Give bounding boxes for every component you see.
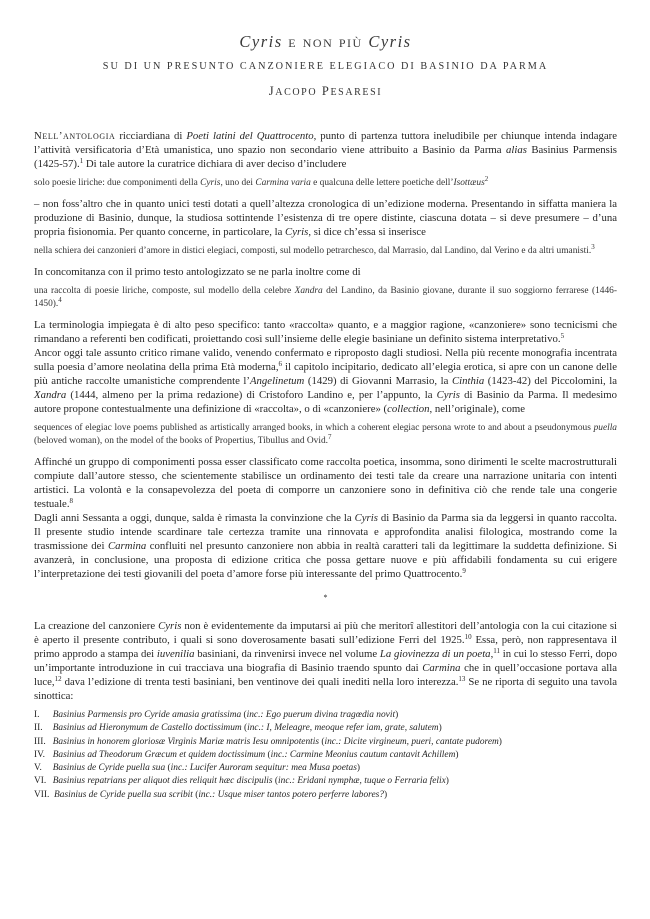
paragraph-1 (34, 129, 617, 171)
italic-text: Cyris (200, 178, 221, 188)
text: sequences of elegiac love poems published as artistically arranged books, in which a coherent elegiac persona wrote to and about a pseudonymous (34, 423, 594, 433)
italic-text: Isottæus (453, 178, 485, 188)
row-entry: Basinius Parmensis pro Cyride amasia gratissima (inc.: Ego puerum divina tragœdia novit) (52, 710, 399, 720)
paragraph-7 (34, 511, 617, 581)
text: Affinché un gruppo di componimenti possa esser classificato come raccolta poetica, insomma, sono dirimenti le scelte macrostrutturali compiute dall’autore stesso, che scientemente stabilisce un ordinamento dei testi tale da creare una narrazione unitaria con intenti artistici. La volontà e la consapevolezza del poeta di comporre un canzoniere sono in definitiva ciò che rende tale una congerie testuale. (34, 456, 617, 510)
row-title: Basinius ad Theodorum Græcum et quidem doctissimum (52, 749, 266, 760)
footnote-ref[interactable]: 9 (462, 567, 466, 575)
italic-text: Angelinetum (249, 375, 305, 387)
italic-text: Cyris (354, 512, 378, 524)
synoptic-row (34, 709, 617, 722)
paragraph-4 (34, 318, 617, 346)
title-connector: e non più (282, 32, 369, 51)
italic-text: alias (505, 144, 527, 156)
author-first-rest: ACOPO (275, 87, 318, 98)
italic-text: Poeti latini del Quattrocento (186, 130, 314, 142)
text: non è evidentemente da imputarsi ai più che meritorî allestitori dell’antologia con la cui citazione si è aperto il presente contributo, i quali si sono doverosamente basati sull’edizione Ferri del 1925. (34, 620, 617, 646)
row-title: Basinius de Cyride puella sua scribit (54, 789, 193, 800)
title-word-cyris-2: Cyris (368, 32, 412, 51)
text: una raccolta di poesie liriche, composte, sul modello della celebre (34, 286, 295, 296)
italic-text: Cyris (158, 620, 182, 632)
footnote-ref[interactable]: 12 (54, 675, 62, 683)
text: In concomitanza con il primo testo antologizzato se ne parla inoltre come di (34, 266, 361, 278)
text: La terminologia impiegata è di alto peso specifico: tanto «raccolta» quanto, e a maggior ragione, «canzoniere» sono tecnicismi che rimandano a referenti ben codificati, proiettando così sull’insieme delle elegie basiniane un definito sistema interpretativo. (34, 319, 617, 345)
text: di Basinio da Parma sia da leggersi in quanto raccolta. Il presente studio intende scardinare tale certezza tramite una rinnovata e approfondita analisi filologica, mostrando come la trasmissione dei (34, 512, 617, 552)
synoptic-row (34, 775, 617, 788)
text: dava l’edizione di trenta testi basiniani, ben ventinove dei quali inediti nella loro interezza. (61, 676, 459, 688)
italic-text: iuvenilia (156, 648, 195, 660)
row-number: IV. (34, 749, 46, 760)
row-number: I. (34, 710, 40, 720)
footnote-ref[interactable]: 1 (79, 157, 84, 165)
italic-text: Cyris (285, 226, 309, 238)
italic-text: Carmina (422, 662, 461, 674)
text: La creazione del canzoniere (34, 620, 159, 632)
italic-text: Xandra (294, 286, 323, 296)
footnote-ref[interactable]: 4 (58, 296, 62, 304)
inc-label: inc.: (270, 749, 290, 760)
footnote-ref[interactable]: 11 (493, 647, 500, 655)
text: basiniani, da rinvenirsi invece nel volume (194, 648, 380, 660)
text: Dagli anni Sessanta a oggi, dunque, salda è rimasta la convinzione che la (34, 512, 355, 524)
text: Di tale autore la curatrice dichiara di aver deciso d’includere (83, 158, 347, 170)
row-entry: Basinius ad Theodorum Græcum et quidem doctissimum (inc.: Carmine Meonius cautum cantavit Achillem) (52, 749, 459, 760)
paragraph-2 (34, 197, 617, 239)
italic-text: puella (593, 423, 617, 433)
article-title (34, 32, 617, 52)
row-number: V. (34, 763, 42, 774)
row-number: VI. (34, 776, 47, 787)
text: confluiti nel presunto canzoniere non abbia in realtà caratteri tali da legittimare la suddetta definizione. Si avanzerà, in conclusione, una proposta di edizione critica che possa gettare nuove e più affidabili fondamenta su cui erigere l’interpretazione dei testi giovanili del poeta d’amore forse più interessante del primo Quattrocento. (34, 540, 617, 580)
row-incipit: Lucifer Auroram sequitur: mea Musa poetas (189, 763, 357, 774)
footnote-ref[interactable]: 10 (464, 633, 472, 641)
text: Se ne riporta di seguito una tavola sinottica: (34, 676, 617, 702)
row-number: III. (34, 736, 46, 747)
synoptic-row (34, 762, 617, 775)
text: e qualcuna delle lettere poetiche dell’ (310, 178, 454, 188)
paragraph-6 (34, 455, 617, 511)
text: , uno dei (220, 178, 256, 188)
text: Essa, però, non rappresentava il primo approdo a stampa dei (34, 634, 618, 660)
text: solo poesie liriche: due componimenti della (34, 178, 201, 188)
footnote-ref[interactable]: 13 (458, 675, 466, 683)
author-name (34, 84, 617, 99)
footnote-ref[interactable]: 5 (560, 332, 565, 340)
synoptic-row (34, 749, 617, 762)
text: (1444, almeno per la prima redazione) di Cristoforo Landino e, per l’appunto, la (66, 389, 437, 401)
lead-in: Nell’antologia (34, 130, 116, 142)
paragraph-8 (34, 619, 617, 703)
row-entry: Basinius de Cyride puella sua (inc.: Lucifer Auroram sequitur: mea Musa poetas) (52, 763, 360, 774)
row-incipit: Carmine Meonius cautum cantavit Achillem (289, 749, 456, 760)
row-title: Basinius de Cyride puella sua (52, 763, 166, 774)
article-subtitle: SU DI UN PRESUNTO CANZONIERE ELEGIACO DI BASINIO DA PARMA (102, 61, 549, 72)
footnote-ref[interactable]: 8 (69, 497, 74, 505)
row-entry: Basinius repatrians per aliquot dies reliquit hæc discipulis (inc.: Eridani nymphæ, tuque o Ferraria felix) (52, 776, 449, 787)
text: in cui lo stesso Ferri, dopo un’importante introduzione in cui tracciava una biografia di Basinio traendo spunto dai (34, 648, 617, 674)
text: , (490, 648, 494, 660)
footnote-ref[interactable]: 2 (484, 175, 489, 183)
footnote-ref[interactable]: 6 (278, 360, 283, 368)
synoptic-row (34, 789, 617, 802)
article-body (34, 129, 617, 802)
row-title: Basinius repatrians per aliquot dies reliquit hæc discipulis (52, 776, 273, 787)
row-incipit: Dicite virgineum, pueri, cantate pudorem (343, 736, 499, 747)
text: , punto di partenza tuttora ineludibile per chiunque intenda indagare l’attività versificatoria d’Età umanistica, uno spazio non secondario viene attribuito a Basinio da Parma (34, 130, 617, 156)
text: nella schiera dei canzonieri d’amore in distici elegiaci, composti, sul modello petrarchesco, dal Marrasio, dal Landino, dal Verino e da altri umanisti. (34, 246, 592, 256)
row-incipit: Eridani nymphæ, tuque o Ferraria felix (297, 776, 446, 787)
italic-text: Cyris (436, 389, 460, 401)
text: Ancor oggi tale assunto critico rimane valido, venendo confermato e riproposto dagli studiosi. Nella più recente monografia incentrata sulla poesia d’amore neolatina della prima Età moderna, (34, 347, 617, 373)
synoptic-row (34, 722, 617, 735)
italic-text: Xandra (34, 389, 67, 401)
row-entry: Basinius in honorem gloriosæ Virginis Mariæ matris Iesu omnipotentis (inc.: Dicite virgineum, pueri, cantate pudorem) (52, 736, 502, 747)
footnote-ref[interactable]: 7 (327, 433, 332, 441)
text: (1423-42) del Piccolomini, la (484, 375, 617, 387)
row-number: VII. (34, 789, 50, 800)
text: (1429) di Giovanni Marrasio, la (304, 375, 452, 387)
quotation-1 (34, 177, 617, 190)
row-entry: Basinius ad Hieronymum de Castello doctissimum (inc.: I, Meleagre, meoque refer iam, grate, salutem) (52, 723, 442, 734)
italic-text: La giovinezza di un poeta (379, 648, 491, 660)
text: il capitolo incipitario, dedicato all’elegia erotica, si apre con un canone delle più antiche raccolte umanistiche comprendente l’ (34, 361, 617, 387)
text: , nell’originale), come (429, 403, 526, 415)
row-title: Basinius in honorem gloriosæ Virginis Mariæ matris Iesu omnipotentis (52, 736, 320, 747)
text: che in quell’occasione portava alla luce, (34, 662, 617, 688)
row-incipit: I, Meleagre, meoque refer iam, grate, salutem (266, 723, 439, 734)
row-title: Basinius ad Hieronymum de Castello doctissimum (52, 723, 242, 734)
text: – non foss’altro che in quanto unici testi dotati a quell’altezza cronologica di un’edizione moderna. Presentando in siffatta maniera la produzione di Basinio, dunque, la studiosa sottintende l’esistenza di tre opere distinte, ciascuna dotata – si deve presumere – d’una propria fisionomia. Per quanto concerne, in particolare, la (34, 198, 617, 238)
paragraph-3 (34, 265, 617, 279)
text: (beloved woman), on the model of the books of Propertius, Tibullus and Ovid. (34, 436, 328, 446)
inc-label: inc.: (324, 736, 344, 747)
text: del Landino, da Basinio giovane, durante il suo soggiorno ferrarese (1446-1450). (34, 286, 617, 309)
inc-label: inc.: (198, 789, 218, 800)
author-last-initial: P (321, 84, 331, 98)
text: ricciardiana di (115, 130, 187, 142)
quotation-2 (34, 245, 617, 258)
row-number: II. (34, 723, 43, 734)
row-incipit: Ego puerum divina tragœdia novit (265, 710, 396, 720)
text: di Basinio da Parma. Il medesimo autore propone contestualmente una definizione di «raccolta», o di «canzoniere» ( (34, 389, 617, 415)
author-last-rest: ESARESI (330, 87, 383, 98)
author-first-initial: J (268, 84, 276, 98)
text: , si dice ch’essa si inserisce (308, 226, 426, 238)
row-incipit: Usque miser tantos potero perferre labores? (217, 789, 384, 800)
inc-label: inc.: (247, 723, 267, 734)
synoptic-table (34, 709, 617, 802)
quotation-3 (34, 285, 617, 311)
quotation-4 (34, 422, 617, 448)
row-title: Basinius Parmensis pro Cyride amasia gratissima (52, 710, 242, 720)
italic-text: Carmina varia (255, 178, 311, 188)
inc-label: inc.: (278, 776, 298, 787)
italic-text: Cinthia (451, 375, 485, 387)
inc-label: inc.: (170, 763, 190, 774)
paragraph-5 (34, 346, 617, 416)
row-entry: Basinius de Cyride puella sua scribit (inc.: Usque miser tantos potero perferre labores?) (54, 789, 388, 800)
text: Basinius Parmensis (1425-57). (34, 144, 617, 170)
italic-text: collection (387, 403, 430, 415)
inc-label: inc.: (246, 710, 266, 720)
title-word-cyris: Cyris (239, 32, 283, 51)
synoptic-row (34, 736, 617, 749)
footnote-ref[interactable]: 3 (591, 243, 595, 251)
section-separator: * (323, 593, 328, 602)
italic-text: Carmina (107, 540, 147, 552)
